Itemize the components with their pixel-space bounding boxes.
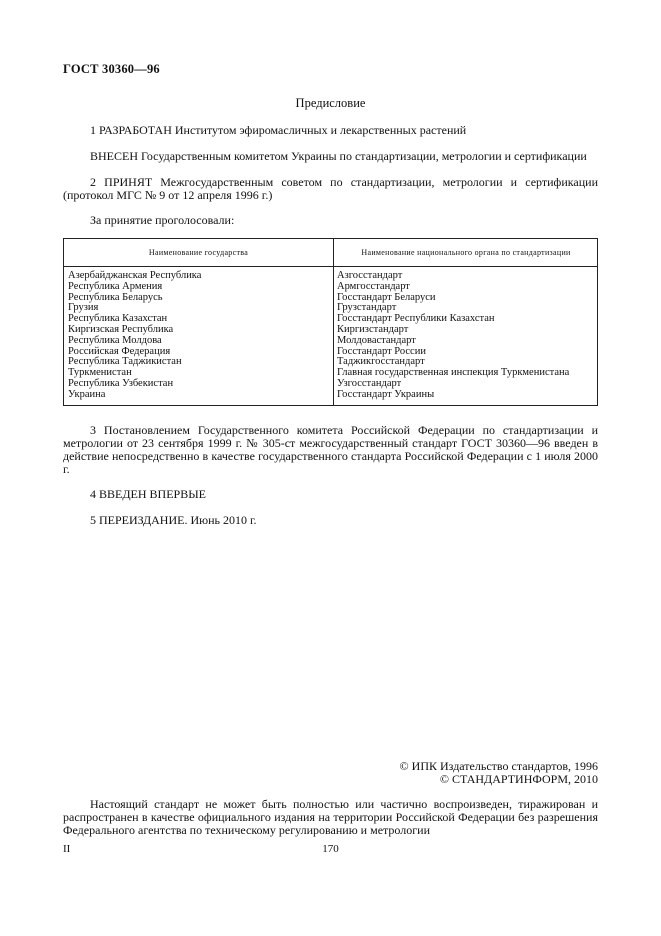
states-column [68,271,201,401]
header-state: Наименование государства [148,248,249,257]
table-cell-state: Республика Таджикистан [68,356,182,368]
item-1-submitted: ВНЕСЕН Государственным комитетом Украины по стандартизации, метрологии и сертификации [90,149,587,163]
copyright-line: © ИПК Издательство стандартов, 1996 [399,759,598,773]
table-cell-state: Республика Армения [68,280,163,292]
table-cell-state: Украина [68,388,106,400]
voting-table [63,238,598,406]
table-cell-body: Таджикгосстандарт [337,356,425,368]
table-cell-state: Республика Молдова [68,334,162,346]
item-4-first-introduced: 4 ВВЕДЕН ВПЕРВЫЕ [90,487,206,501]
table-cell-body: Грузстандарт [337,302,397,314]
table-cell-state: Киргизская Республика [68,323,174,335]
table-cell-state: Республика Казахстан [68,313,168,325]
table-cell-body: Узгосстандарт [337,377,402,389]
item-3-resolution: 3 Постановлением Государственного комитета Российской Федерации по стандартизации и метрологии от 23 сентября 1999 г. № 305-ст межгосударственный стандарт ГОСТ 30360—96 введен в действие непосредственно в качестве государственного стандарта Российской Федерации с 1 июля 2000 г. [63,423,598,476]
item-2-adopted: 2 ПРИНЯТ Межгосударственным советом по стандартизации, метрологии и сертификации (протокол МГС № 9 от 12 апреля 1996 г.) [63,175,598,202]
table-cell-body: Госстандарт Украины [337,388,435,400]
vote-label: За принятие проголосовали: [90,213,235,227]
header-divider [64,266,597,267]
copyright-line: © СТАНДАРТИНФОРМ, 2010 [439,772,598,786]
page-roman-numeral: II [63,843,71,855]
document-code: ГОСТ 30360—96 [63,62,160,76]
section-title: Предисловие [295,96,366,110]
table-cell-body: Армгосстандарт [337,280,410,292]
item-1-developed: 1 РАЗРАБОТАН Институтом эфиромасличных и лекарственных растений [90,123,467,137]
table-cell-state: Азербайджанская Республика [68,270,202,281]
table-cell-body: Киргизстандарт [337,323,409,335]
table-cell-body: Госстандарт Республики Казахстан [337,313,495,325]
table-cell-state: Российская Федерация [68,345,171,357]
table-cell-body: Молдовастандарт [337,334,416,346]
table-cell-state: Республика Узбекистан [68,377,174,389]
copyright-block [400,760,598,786]
item-5-reissue: 5 ПЕРЕИЗДАНИЕ. Июнь 2010 г. [90,513,257,527]
table-cell-body: Главная государственная инспекция Туркменистана [337,367,570,379]
table-cell-body: Госстандарт Беларуси [337,291,436,303]
column-divider [333,239,334,405]
header-standards-body: Наименование национального органа по стандартизации [361,248,571,257]
table-cell-state: Республика Беларусь [68,291,163,303]
table-cell-body: Госстандарт России [337,345,426,357]
table-cell-body: Азгосстандарт [337,270,403,281]
bodies-column [337,271,569,401]
table-cell-state: Грузия [68,302,99,314]
table-cell-state: Туркменистан [68,367,132,379]
reproduction-notice: Настоящий стандарт не может быть полностью или частично воспроизведен, тиражирован и распространен в качестве официального издания на территории Российской Федерации без разрешения Федерального агентства по техническому регулированию и метрологии [63,797,598,837]
page-number: 170 [322,843,339,855]
